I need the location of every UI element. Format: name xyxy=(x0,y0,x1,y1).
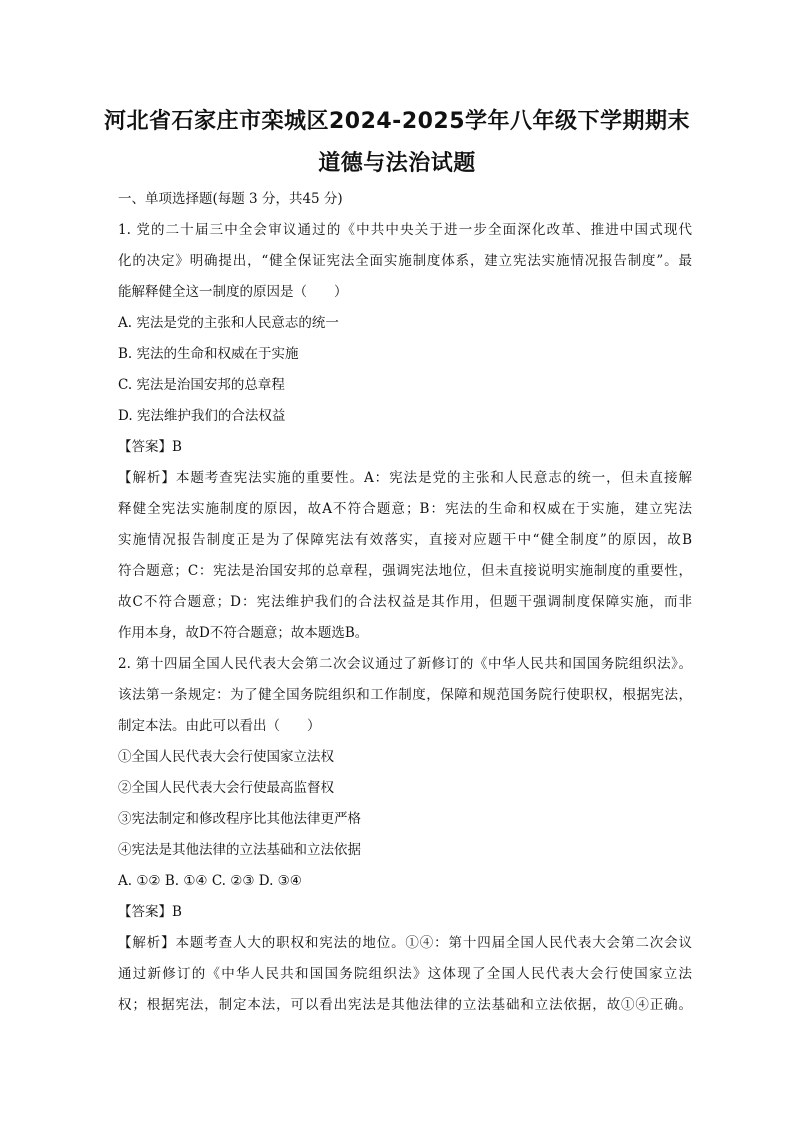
question-2 xyxy=(118,649,692,1021)
statement-2: ②全国人民代表大会行使最高监督权 xyxy=(118,780,334,796)
question-stem-line: 化的决定》明确提出，“健全保证宪法全面实施制度体系，建立宪法实施情况报告制度”。最 xyxy=(118,253,692,269)
analysis-line: 故C不符合题意；D：宪法维护我们的合法权益是其作用，但题干强调制度保障实施，而非 xyxy=(118,594,692,610)
analysis-line: 【解析】本题考查宪法实施的重要性。A：宪法是党的主张和人民意志的统一，但未直接解 xyxy=(118,470,692,486)
statement-3: ③宪法制定和修改程序比其他法律更严格 xyxy=(118,811,361,827)
section-heading: 一、单项选择题(每题 3 分，共45 分) xyxy=(118,191,343,207)
document-subtitle: 道德与法治试题 xyxy=(318,151,476,176)
question-stem-line: 2. 第十四届全国人民代表大会第二次会议通过了新修订的《中华人民共和国国务院组织法》。 xyxy=(118,656,692,672)
question-stem-line: 能解释健全这一制度的原因是（ ） xyxy=(118,284,348,300)
analysis-line: 释健全宪法实施制度的原因，故A不符合题意；B：宪法的生命和权威在于实施，建立宪法 xyxy=(118,501,692,517)
answer-label: 【答案】B xyxy=(118,904,182,920)
analysis-line: 【解析】本题考查人大的职权和宪法的地位。①④：第十四届全国人民代表大会第二次会议 xyxy=(118,935,692,951)
question-stem-line: 制定本法。由此可以看出（ ） xyxy=(118,718,321,734)
question-stem-line: 该法第一条规定：为了健全国务院组织和工作制度，保障和规范国务院行使职权，根据宪法， xyxy=(118,687,692,703)
option-a: A. 宪法是党的主张和人民意志的统一 xyxy=(118,315,339,331)
statement-4: ④宪法是其他法律的立法基础和立法依据 xyxy=(118,842,361,858)
analysis-line: 作用本身，故D不符合题意；故本题选B。 xyxy=(118,625,369,641)
options-line: A. ①② B. ①④ C. ②③ D. ③④ xyxy=(118,873,302,889)
analysis-line: 通过新修订的《中华人民共和国国务院组织法》这体现了全国人民代表大会行使国家立法 xyxy=(118,966,692,982)
question-stem-line: 1. 党的二十届三中全会审议通过的《中共中央关于进一步全面深化改革、推进中国式现代 xyxy=(118,222,692,238)
analysis-line: 实施情况报告制度正是为了保障宪法有效落实，直接对应题干中“健全制度”的原因，故B xyxy=(118,532,692,548)
statement-1: ①全国人民代表大会行使国家立法权 xyxy=(118,749,334,765)
option-d: D. 宪法维护我们的合法权益 xyxy=(118,408,286,424)
option-c: C. 宪法是治国安邦的总章程 xyxy=(118,377,285,393)
document-title: 河北省石家庄市栾城区2024-2025学年八年级下学期期末 xyxy=(103,109,691,134)
question-1 xyxy=(118,215,692,649)
document-body xyxy=(118,184,692,1021)
answer-label: 【答案】B xyxy=(118,439,182,455)
analysis-line: 符合题意；C：宪法是治国安邦的总章程，强调宪法地位，但未直接说明实施制度的重要性， xyxy=(118,563,692,579)
option-b: B. 宪法的生命和权威在于实施 xyxy=(118,346,299,362)
analysis-line: 权；根据宪法，制定本法，可以看出宪法是其他法律的立法基础和立法依据，故①④正确。 xyxy=(118,997,692,1013)
